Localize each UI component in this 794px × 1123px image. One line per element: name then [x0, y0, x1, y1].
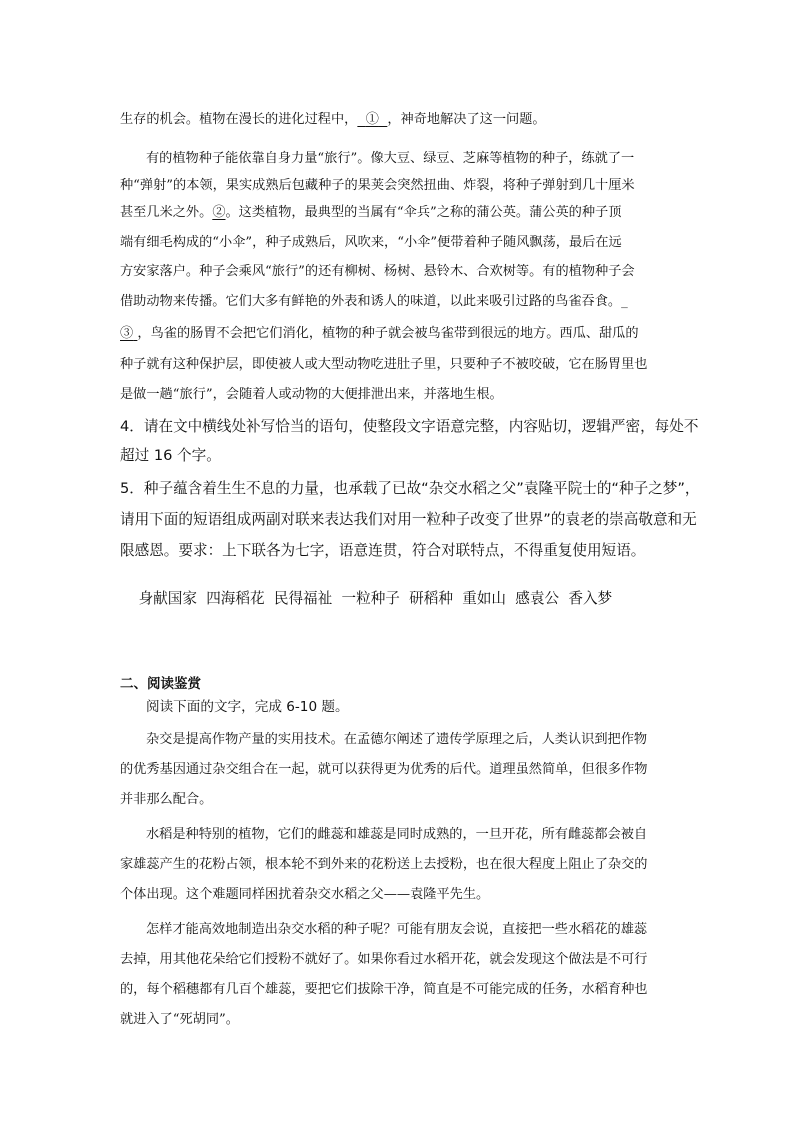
- passage-line: 家雄蕊产生的花粉占领，根本轮不到外来的花粉送上去授粉，也在很大程度上阻止了杂交的: [120, 857, 648, 872]
- passage-line: 个体出现。这个难题同样困扰着杂交水稻之父——袁隆平先生。: [120, 887, 490, 902]
- passage-line: 的，每个稻穗都有几百个雄蕊，要把它们拔除干净，简直是不可能完成的任务，水稻育种也: [120, 982, 648, 997]
- passage-line: 水稻是种特别的植物，它们的雌蕊和雄蕊是同时成熟的，一旦开花，所有雌蕊都会被自: [146, 827, 648, 842]
- passage-line: 怎样才能高效地制造出杂交水稻的种子呢？可能有朋友会说，直接把一些水稻花的雄蕊: [146, 922, 648, 937]
- passage-text: 生存的机会。植物在漫长的进化过程中，: [120, 112, 358, 127]
- passage-text: ，神奇地解决了这一问题。: [387, 112, 546, 127]
- passage-line: 的优秀基因通过杂交组合在一起，就可以获得更为优秀的后代。道理虽然简单，但很多作物: [120, 762, 648, 777]
- passage-line: [120, 108, 546, 127]
- question-4-cont: 超过 16 个字。: [120, 447, 221, 464]
- answer-blank: ②: [212, 205, 226, 220]
- passage-line: 是做一趟“旅行”，会随着人或动物的大便排泄出来，并落地生根。: [120, 387, 503, 402]
- question-4: 4．请在文中横线处补写恰当的语句，使整段文字语意完整，内容贴切，逻辑严密，每处不: [120, 418, 699, 435]
- passage-line: 种子就有这种保护层，即使被人或大型动物吃进肚子里，只要种子不被咬破，它在肠胃里也: [120, 357, 648, 372]
- passage-line: 杂交是提高作物产量的实用技术。在孟德尔阐述了遗传学原理之后，人类认识到把作物: [146, 732, 648, 747]
- section-heading: 二、阅读鉴赏: [120, 676, 201, 692]
- section-instruction: 阅读下面的文字，完成 6-10 题。: [146, 699, 349, 715]
- passage-line: 去掉，用其他花朵给它们授粉不就好了。如果你看过水稻开花，就会发现这个做法是不可行: [120, 952, 648, 967]
- blank-leader: _: [621, 294, 628, 309]
- passage-line: 就进入了“死胡同”。: [120, 1012, 239, 1027]
- answer-blank: ①: [365, 112, 379, 127]
- passage-line: 借助动物来传播。它们大多有鲜艳的外表和诱人的味道，以此来吸引过路的鸟雀吞食。_: [120, 294, 628, 309]
- phrase-list: 身献国家 四海稻花 民得福祉 一粒种子 研稻种 重如山 感袁公 香入梦: [138, 590, 613, 607]
- passage-line: 种“弹射”的本领，果实成熟后包藏种子的果荚会突然扭曲、炸裂，将种子弹射到几十厘米: [120, 178, 635, 193]
- answer-blank: ③: [120, 326, 134, 341]
- question-5-cont: 限感恩。要求：上下联各为七字，语意连贯，符合对联特点，不得重复使用短语。: [120, 542, 646, 559]
- passage-line: ③ ，鸟雀的肠胃不会把它们消化，植物的种子就会被鸟雀带到很远的地方。西瓜、甜瓜的: [120, 326, 639, 341]
- passage-line: 有的植物种子能依靠自身力量“旅行”。像大豆、绿豆、芝麻等植物的种子，练就了一: [146, 151, 635, 166]
- question-5: 5．种子蕴含着生生不息的力量，也承载了已故“杂交水稻之父”袁隆平院士的“种子之梦”，: [120, 480, 700, 497]
- passage-line: 端有细毛构成的“小伞”，种子成熟后，风吹来，“小伞”便带着种子随风飘荡，最后在远: [120, 235, 622, 250]
- passage-line: 甚至几米之外。②。这类植物，最典型的当属有“伞兵”之称的蒲公英。蒲公英的种子顶: [120, 205, 622, 220]
- question-5-cont: 请用下面的短语组成两副对联来表达我们对用一粒种子改变了世界”的袁老的崇高敬意和无: [120, 511, 697, 528]
- passage-line: 方安家落户。种子会乘风“旅行”的还有柳树、杨树、悬铃木、合欢树等。有的植物种子会: [120, 264, 635, 279]
- passage-line: 并非那么配合。: [120, 792, 213, 807]
